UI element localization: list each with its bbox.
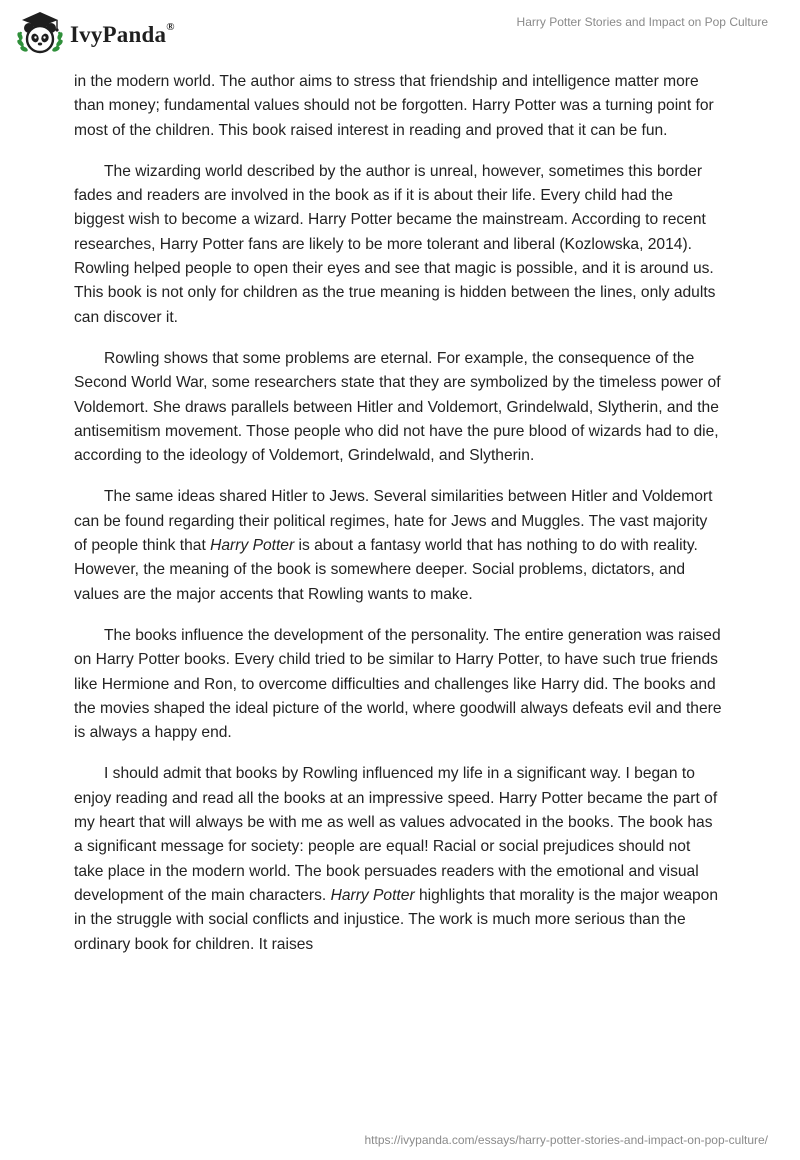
paragraph-2: The wizarding world described by the author is unreal, however, sometimes this border fades and readers are involved in the book as if it is about their life. Every child had the biggest wish to become a wizard. Harry Potter became the mainstream. According to recent researches, Harry Potter fans are likely to be more tolerant and liberal (Kozlowska, 2014). Rowling helped people to open their eyes and see that magic is possible, and it is around us. This book is not only for children as the true meaning is hidden between the lines, only adults can discover it. [74,162,716,326]
essay-body [74,70,724,974]
paragraph-1: in the modern world. The author aims to stress that friendship and intelligence matter more than money; fundamental values should not be forgotten. Harry Potter was a turning point for most of the children. This book raised interest in reading and proved that it can be fun. [74,73,714,139]
book-title-italic: Harry Potter [330,886,415,904]
panda-graduate-icon [14,8,66,58]
paragraph-3: Rowling shows that some problems are eternal. For example, the consequence of the Second World War, some researchers state that they are symbolized by the timeless power of Voldemort. She draws parallels between Hitler and Voldemort, Grindelwald, Slytherin, and the antisemitism movement. Those people who did not have the pure blood of wizards had to die, according to the ideology of Voldemort, Grindelwald, and Slytherin. [74,349,721,465]
page-header [0,0,800,70]
registered-mark: ® [166,21,175,34]
document-title: Harry Potter Stories and Impact on Pop Culture [516,15,768,29]
source-url-link[interactable]: https://ivypanda.com/essays/harry-potter-stories-and-impact-on-pop-culture/ [364,1133,768,1147]
logo-wordmark [70,22,175,48]
paragraph-4-text-b: is about a fantasy world that has nothing to do with reality. However, the meaning of the book is somewhere deeper. Social problems, dictators, and values are the major accents that Rowling wants to make. [74,537,698,603]
paragraph-4 [74,485,724,606]
paragraph-5: The books influence the development of the personality. The entire generation was raised on Harry Potter books. Every child tried to be similar to Harry Potter, to have such true friends like Hermione and Ron, to overcome difficulties and challenges like Harry did. The books and the movies shaped the ideal picture of the world, where goodwill always defeats evil and there is always a happy end. [74,626,722,742]
book-title-italic: Harry Potter [210,537,295,555]
paragraph-6-text-b: highlights that morality is the major weapon in the struggle with social conflicts and injustice. The work is much more serious than the ordinary book for children. It raises [74,886,719,953]
paragraph-4-text-a: The same ideas shared Hitler to Jews. Several similarities between Hitler and Voldemort can be found regarding their political regimes, hate for Jews and Muggles. The vast majority of people think that [74,488,713,555]
paragraph-6-text-a: I should admit that books by Rowling influenced my life in a significant way. I began to enjoy reading and read all the books at an impressive speed. Harry Potter became the part of my heart that will always be with me as well as values advocated in the books. The book has a significant message for society: people are equal! Racial or social prejudices should not take place in the modern world. The book persuades readers with the emotional and visual development of the main characters. [74,765,718,904]
ivypanda-logo[interactable] [14,8,175,58]
logo-name: IvyPanda [70,22,167,47]
paragraph-6 [74,762,724,956]
